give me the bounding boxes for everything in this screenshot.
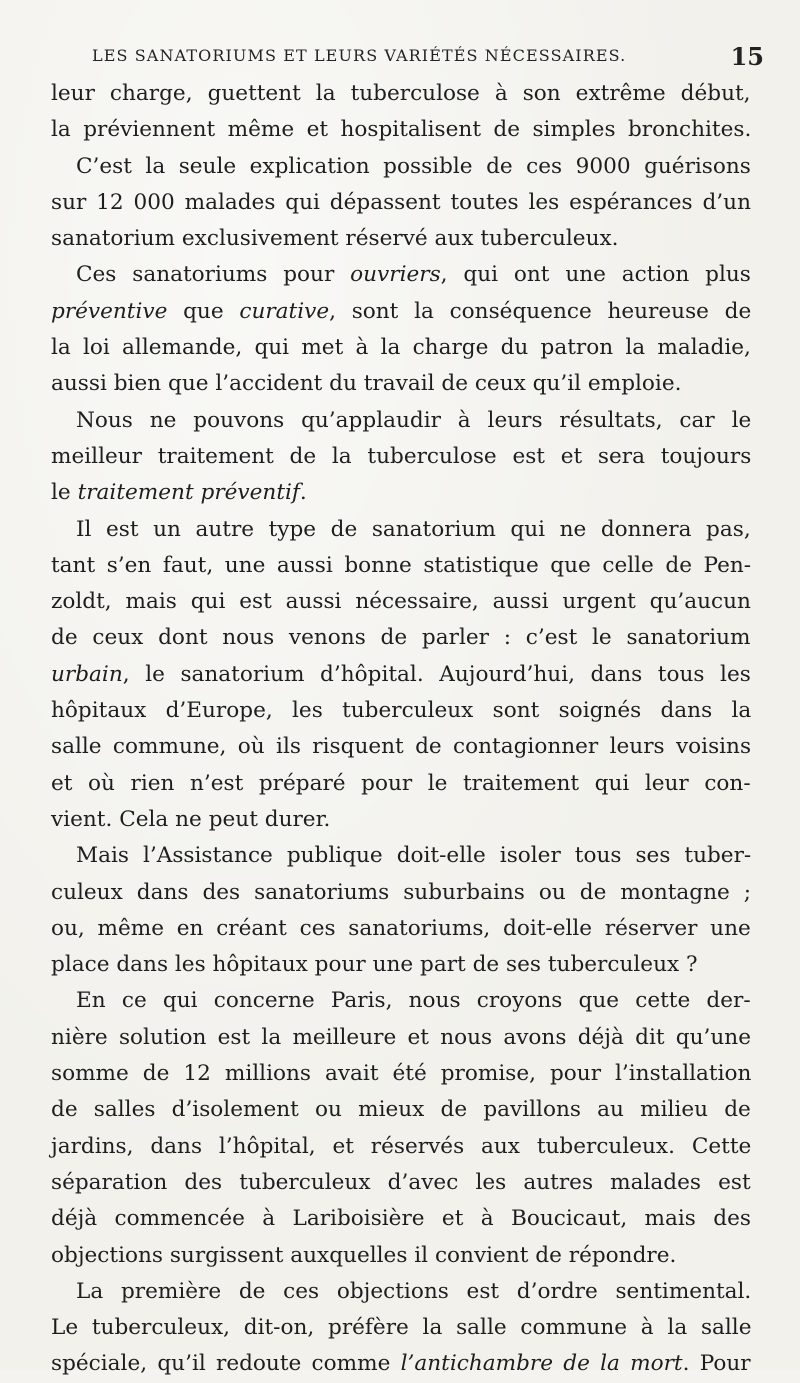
text-line [51,548,751,584]
text-segment: le [51,480,78,506]
text-segment: la préviennent même et hospitalisent de simples bronchites. [51,117,752,143]
text-line [51,512,751,548]
text-line [51,947,751,983]
text-segment: de salles d’isolement ou mieux de pavillons au milieu de [51,1097,751,1123]
text-segment: meilleur traitement de la tuberculose est et sera toujours [51,443,752,469]
text-segment: , sont la conséquence heureuse de [329,298,752,324]
text-line [51,366,751,402]
text-line [51,403,751,439]
text-line [51,1165,751,1201]
text-line [51,1129,751,1165]
text-segment: objections surgissent auxquelles il convient de répondre. [51,1242,677,1268]
text-segment: et où rien n’est préparé pour le traitement qui leur con- [51,770,751,796]
text-line [51,911,751,947]
text-segment: C’est la seule explication possible de ces 9000 guérisons [76,153,751,179]
italic-text: ouvriers [350,262,441,288]
text-segment: , qui ont une action plus [440,262,751,288]
text-segment: Ces sanatoriums pour [76,262,351,288]
italic-text: urbain [51,661,123,687]
text-line [51,1092,751,1128]
text-segment: de ceux dont nous venons de parler : c’est le sanatorium [51,625,751,651]
text-segment: tant s’en faut, une aussi bonne statistique que celle de Pen- [51,552,752,578]
text-line [51,1238,751,1274]
text-line [51,76,751,112]
text-line [51,584,751,620]
text-segment: leur charge, guettent la tuberculose à son extrême début, [51,81,751,106]
text-segment: zoldt, mais qui est aussi nécessaire, aussi urgent qu’aucun [51,589,751,615]
text-segment: , le sanatorium d’hôpital. Aujourd’hui, dans tous les [122,661,751,687]
running-head [92,44,764,70]
text-segment: hôpitaux d’Europe, les tuberculeux sont soignés dans la [51,698,752,724]
text-segment: . [299,480,307,506]
text-line [51,1056,751,1092]
text-segment: ou, même en créant ces sanatoriums, doit-elle réserver une [51,915,751,941]
text-segment: la loi allemande, qui met à la charge du patron la maladie, [51,335,751,361]
text-line [51,112,751,148]
text-line [51,439,751,475]
text-segment: sur 12 000 malades qui dépassent toutes les espérances d’un [51,189,751,215]
text-line [51,294,751,330]
page-number: 15 [730,42,764,71]
text-segment: place dans les hôpitaux pour une part de ses tuberculeux ? [51,952,698,978]
text-line [51,983,751,1019]
text-segment: Nous ne pouvons qu’applaudir à leurs résultats, car le [76,407,752,433]
text-segment: spéciale, qu’il redoute comme [51,1351,401,1377]
text-segment: . Pour [682,1351,751,1377]
text-line [51,802,751,838]
text-segment: jardins, dans l’hôpital, et réservés aux tuberculeux. Cette [51,1133,752,1159]
text-line [51,330,751,366]
text-line [51,875,751,911]
body-text [51,76,751,1383]
text-line [51,657,751,693]
text-line [51,257,751,293]
text-segment: Mais l’Assistance publique doit-elle isoler tous ses tuber- [76,843,752,869]
running-title: LES SANATORIUMS ET LEURS VARIÉTÉS NÉCESSAIRES. [92,46,627,65]
text-line [51,149,751,185]
text-line [51,185,751,221]
italic-text: l’antichambre de la mort [400,1351,683,1377]
text-line [51,1346,751,1382]
italic-text: préventive [51,298,168,324]
text-line [51,221,751,257]
text-line [51,1201,751,1237]
text-segment: vient. Cela ne peut durer. [51,806,331,832]
text-segment: somme de 12 millions avait été promise, pour l’installation [51,1061,752,1087]
text-segment: déjà commencée à Lariboisière et à Boucicaut, mais des [51,1206,751,1232]
text-line [51,729,751,765]
text-line [51,693,751,729]
text-line [51,838,751,874]
text-line [51,620,751,656]
text-line [51,1274,751,1310]
text-segment: culeux dans des sanatoriums suburbains ou de montagne ; [51,879,752,905]
text-line [51,1020,751,1056]
italic-text: curative [239,298,330,324]
text-segment: Le tuberculeux, dit-on, préfère la salle commune à la salle [51,1315,752,1341]
text-segment: nière solution est la meilleure et nous avons déjà dit qu’une [51,1024,751,1050]
italic-text: traitement préventif [77,480,300,506]
text-segment: aussi bien que l’accident du travail de ceux qu’il emploie. [51,371,682,397]
text-line [51,766,751,802]
text-segment: En ce qui concerne Paris, nous croyons que cette der- [76,988,751,1014]
text-segment: La première de ces objections est d’ordre sentimental. [76,1278,752,1304]
text-line [51,475,751,511]
text-segment: que [167,298,240,324]
text-segment: salle commune, où ils risquent de contagionner leurs voisins [51,734,752,760]
text-line [51,1310,751,1346]
text-segment: séparation des tuberculeux d’avec les autres malades est [51,1169,751,1195]
text-segment: Il est un autre type de sanatorium qui ne donnera pas, [76,516,751,542]
text-segment: sanatorium exclusivement réservé aux tuberculeux. [51,226,619,252]
